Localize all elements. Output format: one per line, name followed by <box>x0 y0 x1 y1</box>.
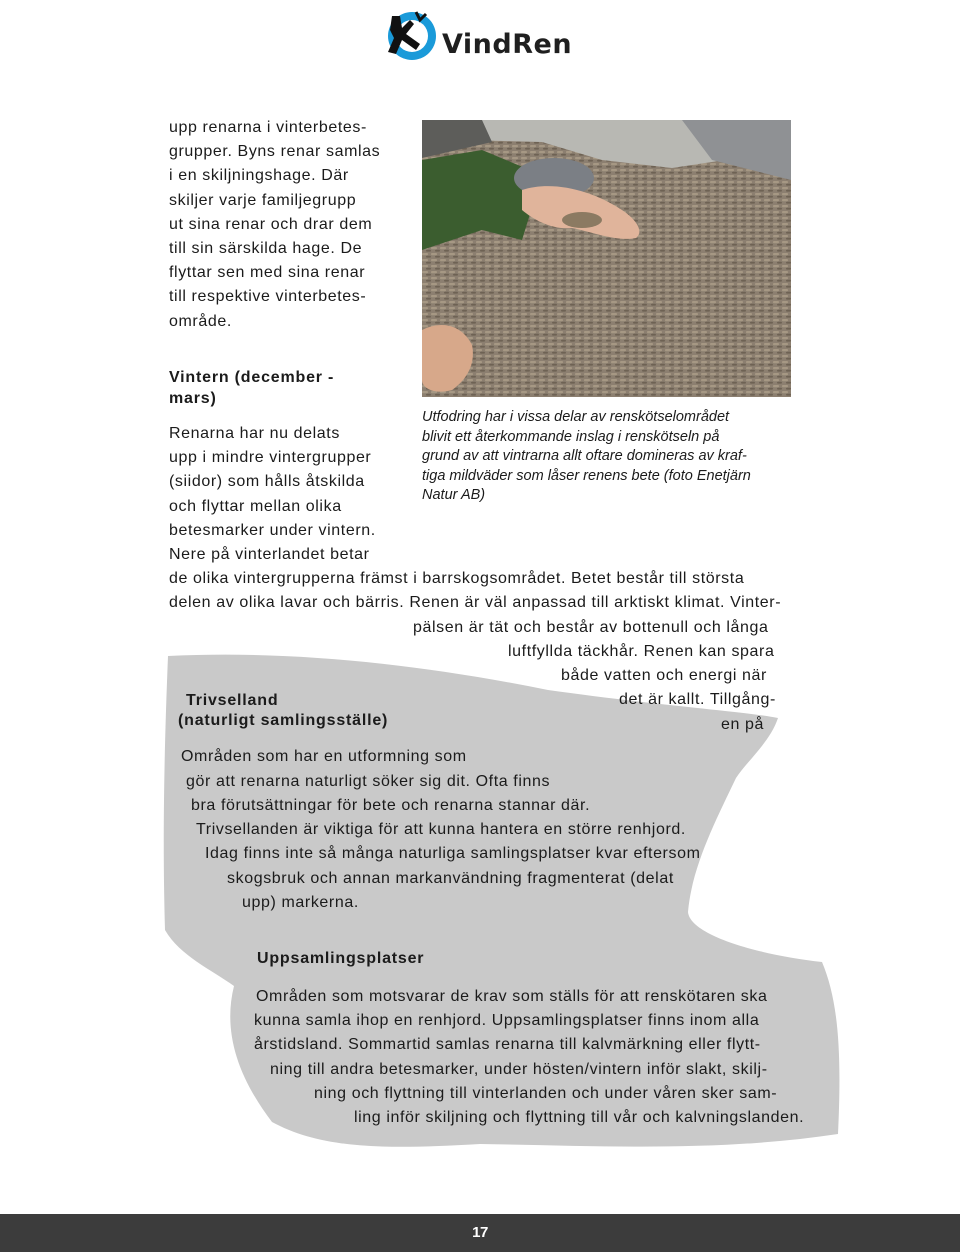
winter-heading <box>169 367 334 409</box>
text-line: betesmarker under vintern. <box>169 521 376 539</box>
heading-line: Vintern (december - <box>169 369 335 386</box>
text-line: upp) markerna. <box>242 894 359 911</box>
text-line: flyttar sen med sina renar <box>169 264 366 282</box>
text-line: och flyttar mellan olika <box>169 497 342 515</box>
text-line: delen av olika lavar och bärris. Renen är väl anpassad till arktiskt klimat. Vinter- <box>169 594 782 612</box>
uppsamling-heading: Uppsamlingsplatser <box>257 950 425 967</box>
text-line: en på <box>721 716 765 733</box>
caption-line: tiga mildväder som låser renens bete (foto Enetjärn <box>422 467 751 484</box>
text-line: pälsen är tät och består av bottenull och långa <box>413 619 769 636</box>
text-line: bra förutsättningar för bete och renarna stannar där. <box>191 797 591 814</box>
text-line: ut sina renar och drar dem <box>169 215 373 233</box>
winter-paragraph-column <box>169 422 376 567</box>
text-line: Idag finns inte så många naturliga samlingsplatser kvar eftersom <box>205 845 701 862</box>
page-footer <box>0 1214 960 1252</box>
text-line: ning och flyttning till vinterlanden och under våren sker sam- <box>314 1085 778 1102</box>
caption-line: Natur AB) <box>422 487 486 503</box>
text-line: upp renarna i vinterbetes- <box>169 119 367 136</box>
reindeer-logo-icon <box>380 6 440 62</box>
text-line: Områden som motsvarar de krav som ställs för att renskötaren ska <box>256 988 768 1005</box>
winter-paragraph-full <box>169 567 781 615</box>
text-line: upp i mindre vintergrupper <box>169 449 372 467</box>
text-line: årstidsland. Sommartid samlas renarna till kalvmärkning eller flytt- <box>254 1036 761 1053</box>
text-line: i en skiljningshage. Där <box>169 167 349 185</box>
text-line: de olika vintergrupperna främst i barrskogsområdet. Betet består till största <box>169 570 745 587</box>
caption-line: blivit ett återkommande inslag i renskötseln på <box>422 428 720 445</box>
text-line: till respektive vinterbetes- <box>169 288 367 306</box>
text-line: gör att renarna naturligt söker sig dit. Ofta finns <box>186 773 551 790</box>
text-line: ling inför skiljning och flyttning till vår och kalvningslanden. <box>354 1109 805 1126</box>
text-line: både vatten och energi när <box>561 667 767 684</box>
text-line: område. <box>169 312 232 330</box>
heading-line: mars) <box>169 390 217 407</box>
text-line: Trivsellanden är viktiga för att kunna hantera en större renhjord. <box>196 821 686 838</box>
vindren-logo <box>380 6 590 62</box>
text-line: det är kallt. Tillgång- <box>619 691 776 708</box>
page-number: 17 <box>472 1224 488 1241</box>
text-line: (siidor) som hålls åtskilda <box>169 473 365 491</box>
text-line: Renarna har nu delats <box>169 425 340 442</box>
text-line: ning till andra betesmarker, under hösten/vintern inför slakt, skilj- <box>270 1061 768 1078</box>
text-line: skiljer varje familjegrupp <box>169 191 357 209</box>
photo-caption <box>422 408 802 506</box>
text-line: till sin särskilda hage. De <box>169 240 363 258</box>
text-line: Nere på vinterlandet betar <box>169 546 370 564</box>
text-line: Områden som har en utformning som <box>181 748 467 765</box>
text-line: luftfyllda täckhår. Renen kan spara <box>508 643 775 660</box>
text-line: kunna samla ihop en renhjord. Uppsamlingsplatser finns inom alla <box>254 1012 760 1029</box>
text-line: grupper. Byns renar samlas <box>169 143 381 161</box>
intro-paragraph <box>169 116 380 334</box>
trivselland-subheading: (naturligt samlingsställe) <box>178 712 389 729</box>
text-line: skogsbruk och annan markanvändning fragmenterat (delat <box>227 870 674 887</box>
logo-wordmark: VindRen <box>442 29 573 60</box>
caption-line: Utfodring har i vissa delar av renskötselområdet <box>422 409 730 425</box>
feeding-photo <box>422 120 791 397</box>
caption-line: grund av att vintrarna allt oftare domineras av kraf- <box>422 448 747 464</box>
trivselland-heading: Trivselland <box>186 692 279 709</box>
